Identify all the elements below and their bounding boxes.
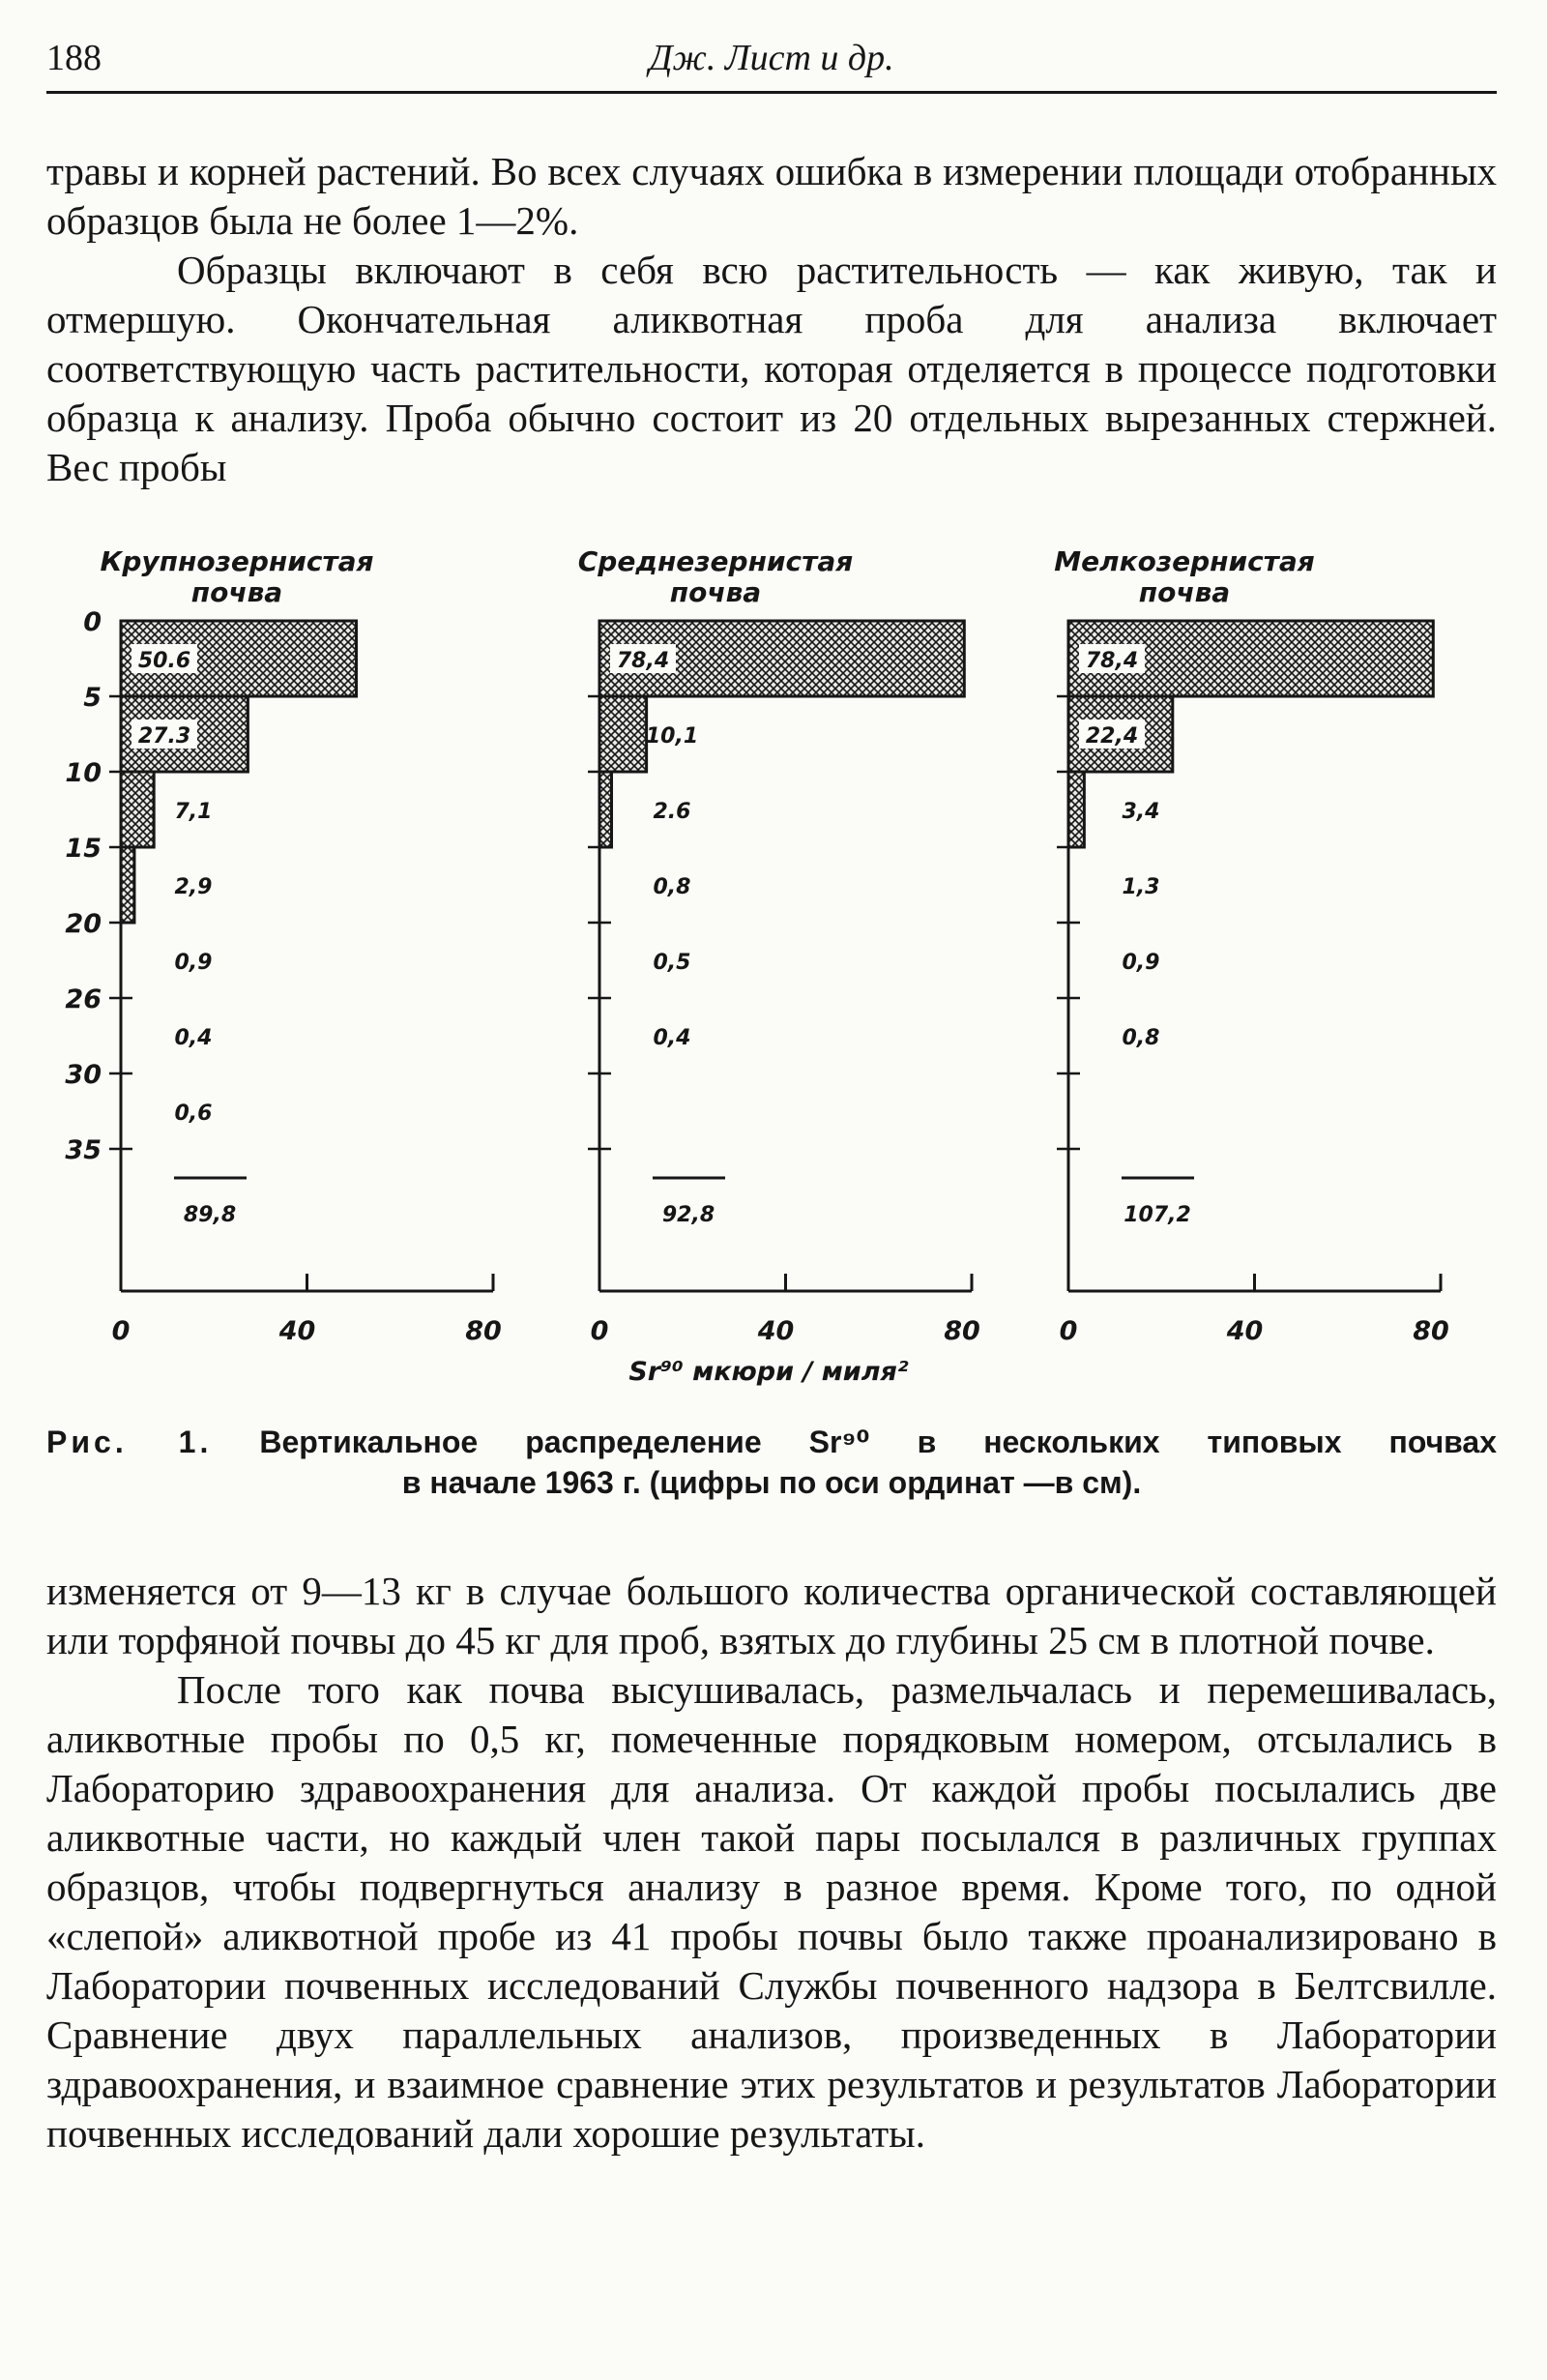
panel-title: почва bbox=[1138, 576, 1231, 608]
bar-value-label: 2,9 bbox=[174, 875, 213, 899]
total-value: 107,2 bbox=[1124, 1203, 1191, 1227]
panel-title: почва bbox=[190, 576, 283, 608]
bar-value-label: 50.6 bbox=[137, 649, 191, 673]
bar bbox=[1068, 772, 1084, 847]
caption-line-1 bbox=[46, 1422, 1497, 1462]
bar-value-label: 0,6 bbox=[174, 1102, 213, 1126]
bar-value-label: 78,4 bbox=[616, 649, 670, 673]
x-tick-label: 0 bbox=[111, 1316, 131, 1346]
bar-value-label: 22,4 bbox=[1085, 724, 1139, 749]
bar bbox=[121, 772, 154, 847]
bar-value-label: 78,4 bbox=[1085, 649, 1139, 673]
bar-value-label: 0,8 bbox=[653, 875, 691, 899]
depth-tick-label: 30 bbox=[65, 1060, 102, 1090]
bar-value-label: 0,9 bbox=[1122, 951, 1160, 975]
depth-tick-label: 20 bbox=[65, 909, 102, 939]
depth-tick-label: 0 bbox=[83, 607, 102, 637]
x-tick-label: 80 bbox=[465, 1316, 502, 1346]
text-block-top bbox=[46, 147, 1497, 492]
bar-value-label: 1,3 bbox=[1122, 875, 1160, 899]
bar-value-label: 0,8 bbox=[1122, 1026, 1160, 1050]
page-number: 188 bbox=[46, 38, 102, 78]
x-tick-label: 40 bbox=[278, 1316, 316, 1346]
paragraph: травы и корней растений. Во всех случаях ошибка в измерении площади отобранных образцов была не более 1—2%. bbox=[46, 149, 1497, 243]
bar bbox=[599, 696, 647, 772]
chart-svg bbox=[0, 542, 1547, 1393]
bar-value-label: 7,1 bbox=[174, 800, 213, 824]
x-tick-label: 40 bbox=[1226, 1316, 1264, 1346]
total-value: 89,8 bbox=[183, 1203, 237, 1227]
bar-value-label: 27.3 bbox=[137, 724, 191, 749]
total-value: 92,8 bbox=[661, 1203, 715, 1227]
panel-title: Крупнозернистая bbox=[100, 545, 374, 577]
bar-value-label: 0,5 bbox=[653, 951, 691, 975]
bar-value-label: 10,1 bbox=[645, 724, 699, 749]
bar-value-label: 0,4 bbox=[174, 1026, 213, 1050]
paragraph: После того как почва высушивалась, размельчалась и перемешивалась, аликвотные пробы по 0,5 кг, помеченные порядковым номером, отсылались в Лабораторию здравоохранения для анализа. От каждой пробы посылались две аликвотные части, но каждый член такой пары посылался в различных группах образцов, чтобы подвергнуться анализу в разное время. Кроме того, по одной «слепой» аликвотной пробе из 41 пробы почвы было также проанализировано в Лаборатории почвенных исследований Службы почвенного надзора в Белтсвилле. Сравнение двух параллельных анализов, произведенных в Лаборатории здравоохранения, и взаимное сравнение этих результатов и результатов Лаборатории почвенных исследований дали хорошие результаты. bbox=[46, 1667, 1497, 2156]
figure-sr90-distribution bbox=[0, 542, 1547, 1393]
bar-value-label: 2.6 bbox=[653, 800, 691, 824]
running-head: Дж. Лист и др. bbox=[649, 38, 894, 78]
text-block-bottom bbox=[46, 1567, 1497, 2159]
depth-tick-label: 35 bbox=[65, 1135, 102, 1165]
depth-tick-label: 26 bbox=[65, 984, 102, 1014]
depth-tick-label: 10 bbox=[65, 758, 102, 788]
panel-title: Среднезернистая bbox=[577, 545, 854, 577]
x-axis-label: Sr⁹⁰ мкюри / миля² bbox=[628, 1357, 909, 1387]
caption-label: Рис. 1. bbox=[46, 1425, 213, 1459]
x-tick-label: 0 bbox=[590, 1316, 609, 1346]
bar-value-label: 0,9 bbox=[174, 951, 213, 975]
bar-value-label: 0,4 bbox=[653, 1026, 691, 1050]
caption-line-2: в начале 1963 г. (цифры по оси ординат —в см). bbox=[401, 1465, 1142, 1500]
x-tick-label: 80 bbox=[944, 1316, 980, 1346]
paragraph: Образцы включают в себя всю растительность — как живую, так и отмершую. Окончательная аликвотная проба для анализа включает соответствующую часть растительности, которая отделяется в процессе подготовки образца к анализу. Проба обычно состоит из 20 отдельных вырезанных стержней. Вес пробы bbox=[46, 248, 1497, 489]
panel-title: Мелкозернистая bbox=[1054, 545, 1315, 577]
figure-caption bbox=[46, 1422, 1497, 1503]
page-header bbox=[46, 29, 1497, 87]
header-rule bbox=[46, 91, 1497, 94]
panel-title: почва bbox=[669, 576, 762, 608]
bar bbox=[121, 847, 134, 923]
bar bbox=[599, 772, 612, 847]
bar-value-label: 3,4 bbox=[1122, 800, 1160, 824]
x-tick-label: 40 bbox=[757, 1316, 795, 1346]
paragraph: изменяется от 9—13 кг в случае большого количества органической составляющей или торфяной почвы до 45 кг для проб, взятых до глубины 25 см в плотной почве. bbox=[46, 1569, 1497, 1662]
depth-tick-label: 5 bbox=[83, 683, 102, 713]
caption-text-1: Вертикальное распределение Sr⁹⁰ в нескольких типовых почвах bbox=[259, 1425, 1498, 1459]
x-tick-label: 80 bbox=[1413, 1316, 1449, 1346]
depth-tick-label: 15 bbox=[65, 834, 102, 864]
x-tick-label: 0 bbox=[1059, 1316, 1078, 1346]
